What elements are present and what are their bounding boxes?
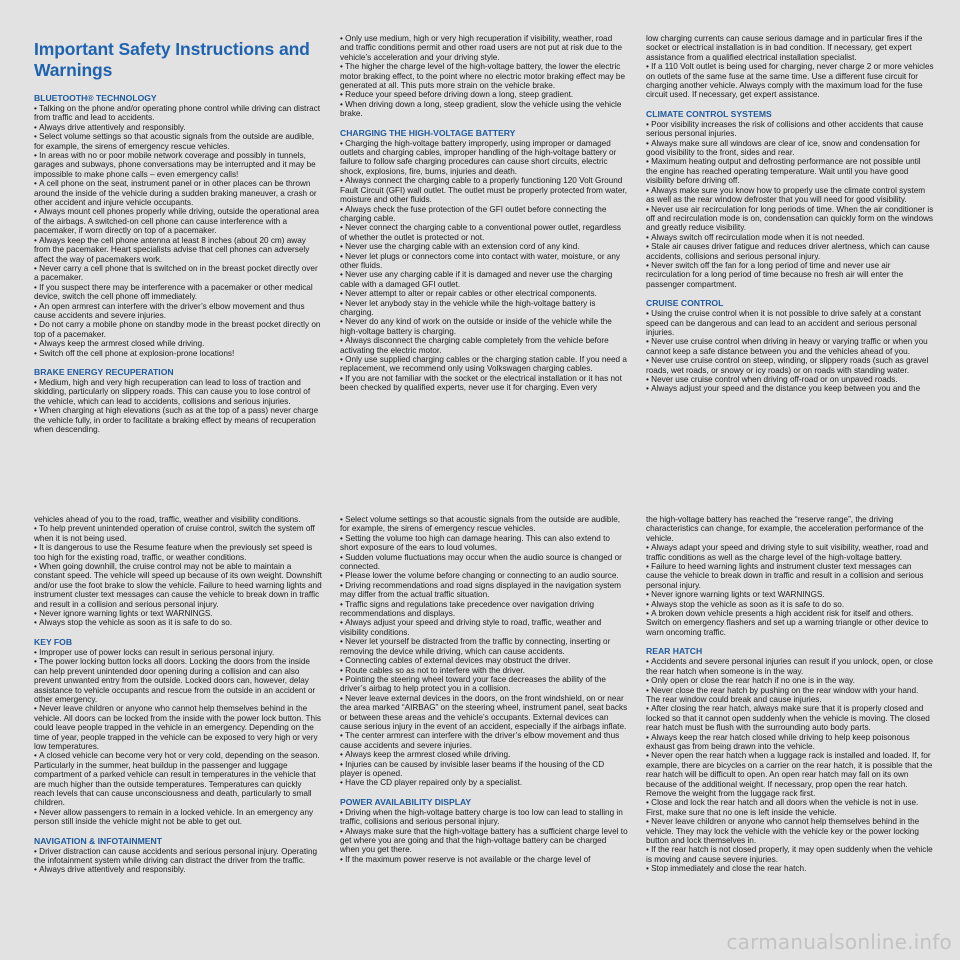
top-page bbox=[0, 34, 960, 464]
instruction-text: • Charging the high-voltage battery improperly, using improper or damaged outlets and charging cables, improper handling of the high-voltage battery or failure to follow safe charging procedures can cause short circuits, electric shock, explosions, fire, burns, injuries and death. bbox=[340, 139, 628, 177]
section bbox=[340, 128, 628, 393]
instruction-text: • Always adapt your speed and driving style to suit visibility, weather, road and traffic conditions as well as the charge level of the high-voltage battery. bbox=[646, 543, 934, 562]
instruction-text: • Using the cruise control when it is not possible to drive safely at a constant speed can be dangerous and can lead to an accident and serious personal injuries. bbox=[646, 309, 934, 337]
instruction-text: • Always switch off recirculation mode when it is not needed. bbox=[646, 233, 934, 242]
bottom-column-2 bbox=[340, 515, 628, 935]
instruction-text: • Please lower the volume before changing or connecting to an audio source. bbox=[340, 571, 628, 580]
instruction-text: • Always check the fuse protection of the GFI outlet before connecting the charging cable. bbox=[340, 205, 628, 224]
instruction-text: • An open armrest can interfere with the driver’s elbow movement and thus cause accidents and severe injuries. bbox=[34, 302, 322, 321]
section bbox=[340, 34, 628, 119]
instruction-text: • If the maximum power reserve is not available or the charge level of bbox=[340, 855, 628, 864]
instruction-text: • Route cables so as not to interfere with the driver. bbox=[340, 666, 628, 675]
instruction-text: • Medium, high and very high recuperation can lead to loss of traction and skidding, particularly on slippery roads. This can cause you to lose control of the vehicle, which can lead to accidents, collisions and serious injuries. bbox=[34, 378, 322, 406]
section-title: BRAKE ENERGY RECUPERATION bbox=[34, 366, 174, 377]
instruction-text: • Never use cruise control when driving in heavy or varying traffic or when you cannot keep a safe distance between you and the vehicles ahead of you. bbox=[646, 337, 934, 356]
instruction-text: • Never close the rear hatch by pushing on the rear window with your hand. The rear window could break and cause injuries. bbox=[646, 686, 934, 705]
instruction-text: • A closed vehicle can become very hot or very cold, depending on the season. Particularly in the summer, heat buildup in the passenger and luggage compartment of a parked vehicle can result in temperatures in the vehicle that are much higher than the outside temperatures. Temperatures can quickly reach levels that can cause unconsciousness and death, particularly to small children. bbox=[34, 751, 322, 807]
instruction-text: • Always make sure that the high-voltage battery has a sufficient charge level to get where you are going and that the high-voltage battery can be charged when you get there. bbox=[340, 827, 628, 855]
instruction-text: • Never open the rear hatch when a luggage rack is installed and loaded. If, for example, there are bicycles on a carrier on the rear hatch, it is possible that the rear hatch will be difficult to open. An open rear hatch may fall on its own because of the additional weight. If necessary, prop open the rear hatch. Remove the weight from the luggage rack first. bbox=[646, 751, 934, 798]
instruction-text: • Only use medium, high or very high recuperation if visibility, weather, road and traffic conditions permit and other road users are not put at risk due to the vehicle’s acceleration and your driving style. bbox=[340, 34, 628, 62]
instruction-text: • A cell phone on the seat, instrument panel or in other places can be thrown around the inside of the vehicle during a sudden braking maneuver, a crash or other accident and injure vehicle occupants. bbox=[34, 179, 322, 207]
instruction-text: • Driving when the high-voltage battery charge is too low can lead to stalling in traffic, collisions and serious personal injury. bbox=[340, 808, 628, 827]
instruction-text: • Never use any charging cable if it is damaged and never use the charging cable with a damaged GFI outlet. bbox=[340, 270, 628, 289]
instruction-text: low charging currents can cause serious damage and in particular fires if the socket or electrical installation is in bad condition. If necessary, get expert assistance from a qualified electrical installation specialist. bbox=[646, 34, 923, 62]
instruction-text: • Always drive attentively and responsibly. bbox=[34, 123, 322, 132]
bottom-column-1 bbox=[34, 515, 322, 935]
instruction-text: • Always keep the armrest closed while driving. bbox=[340, 750, 628, 759]
instruction-text: • Switch off the cell phone at explosion-prone locations! bbox=[34, 349, 322, 358]
section-title: KEY FOB bbox=[34, 636, 73, 647]
section bbox=[646, 646, 934, 873]
instruction-text: • When driving down a long, steep gradient, slow the vehicle using the vehicle brake. bbox=[340, 100, 628, 119]
instruction-text: • Failure to heed warning lights and instrument cluster text messages can cause the vehicle to break down in traffic and result in a collision and serious personal injury. bbox=[646, 562, 934, 590]
instruction-text: • Always stop the vehicle as soon as it is safe to do so. bbox=[34, 618, 322, 627]
section bbox=[646, 298, 934, 394]
instruction-text: • Never use cruise control on steep, winding, or slippery roads (such as gravel roads, wet roads, or snowy or icy roads) or on roads with standing water. bbox=[646, 356, 934, 375]
instruction-text: • Never use cruise control when driving off-road or on unpaved roads. bbox=[646, 375, 934, 384]
section bbox=[34, 637, 322, 827]
instruction-text: • When going downhill, the cruise control may not be able to maintain a constant speed. The vehicle will speed up because of its own weight. Downshift and/or use the foot brake to slow the vehicle. Failure to heed warning lights and instrument cluster text messages can cause the vehicle to break down in traffic and result in a collision and serious personal injury. bbox=[34, 562, 322, 609]
instruction-text: • Always disconnect the charging cable completely from the vehicle before activating the electric motor. bbox=[340, 336, 628, 355]
instruction-text: • Never switch off the fan for a long period of time and never use air recirculation for a long period of time because no fresh air will enter the passenger compartment. bbox=[646, 261, 934, 289]
section-title: REAR HATCH bbox=[646, 646, 703, 657]
instruction-text: • Connecting cables of external devices may obstruct the driver. bbox=[340, 656, 628, 665]
instruction-text: • Always keep the armrest closed while driving. bbox=[34, 339, 322, 348]
instruction-text: • Never carry a cell phone that is switched on in the breast pocket directly over a pacemaker. bbox=[34, 264, 322, 283]
instruction-text: • Talking on the phone and/or operating phone control while driving can distract from traffic and lead to accidents. bbox=[34, 104, 322, 123]
instruction-text: • Sudden volume fluctuations may occur when the audio source is changed or connected. bbox=[340, 553, 628, 572]
instruction-text: • Always make sure all windows are clear of ice, snow and condensation for good visibility to the front, sides and rear. bbox=[646, 139, 934, 158]
instruction-text: • Never let yourself be distracted from the traffic by connecting, inserting or removing the device while driving, which can cause accidents. bbox=[340, 637, 628, 656]
instruction-text: • Maximum heating output and defrosting performance are not possible until the engine has reached operating temperature. Wait until you have good visibility before driving off. bbox=[646, 157, 934, 185]
section bbox=[34, 93, 322, 358]
instruction-text: • Always adjust your speed and the distance you keep between you and the bbox=[646, 384, 934, 393]
instruction-text: • Injuries can be caused by invisible laser beams if the housing of the CD player is opened. bbox=[340, 760, 628, 779]
instruction-text: • The center armrest can interfere with the driver’s elbow movement and thus cause accidents and severe injuries. bbox=[340, 731, 628, 750]
instruction-text: • Never ignore warning lights or text WARNINGS. bbox=[34, 609, 322, 618]
section bbox=[34, 367, 322, 434]
instruction-text: • Do not carry a mobile phone on standby mode in the breast pocket directly on top of a pacemaker. bbox=[34, 320, 322, 339]
instruction-text: • Never let plugs or connectors come into contact with water, moisture, or any other fluids. bbox=[340, 252, 628, 271]
instruction-text: • Never do any kind of work on the outside or inside of the vehicle while the high-voltage battery is charging. bbox=[340, 317, 628, 336]
instruction-text: • Improper use of power locks can result in serious personal injury. bbox=[34, 648, 322, 657]
page-title: Important Safety Instructions and Warnings bbox=[34, 39, 310, 80]
section bbox=[34, 515, 322, 628]
section-title: NAVIGATION & INFOTAINMENT bbox=[34, 835, 162, 846]
instruction-text: • Never leave children or anyone who cannot help themselves behind in the vehicle. They may lock the vehicle with the vehicle key or the power locking button and lock themselves in. bbox=[646, 817, 934, 845]
section bbox=[34, 836, 322, 875]
instruction-text: • Close and lock the rear hatch and all doors when the vehicle is not in use. First, make sure that no one is left inside the vehicle. bbox=[646, 798, 934, 817]
section bbox=[340, 797, 628, 864]
section bbox=[646, 515, 934, 637]
instruction-text: • Always drive attentively and responsibly. bbox=[34, 865, 322, 874]
instruction-text: • Poor visibility increases the risk of collisions and other accidents that cause serious personal injuries. bbox=[646, 120, 934, 139]
instruction-text: • Pointing the steering wheel toward your face decreases the ability of the driver’s airbag to help protect you in a collision. bbox=[340, 675, 628, 694]
instruction-text: • Always stop the vehicle as soon as it is safe to do so. bbox=[646, 600, 934, 609]
instruction-text: • Never allow passengers to remain in a locked vehicle. In an emergency any person still inside the vehicle might not be able to get out. bbox=[34, 808, 322, 827]
instruction-text: • If the rear hatch is not closed properly, it may open suddenly when the vehicle is moving and cause severe injuries. bbox=[646, 845, 934, 864]
instruction-text: • Driver distraction can cause accidents and serious personal injury. Operating the infotainment system while driving can distract the driver from the traffic. bbox=[34, 847, 322, 866]
top-column-1 bbox=[34, 34, 322, 464]
instruction-text: • Never let anybody stay in the vehicle while the high-voltage battery is charging. bbox=[340, 299, 628, 318]
instruction-text: • Always mount cell phones properly while driving, outside the operational area of the airbags. A switched-on cell phone can cause interference with a pacemaker, if worn directly on top of a pacemaker. bbox=[34, 207, 322, 235]
instruction-text: • To help prevent unintended operation of cruise control, switch the system off when it is not being used. bbox=[34, 524, 322, 543]
instruction-text: • After closing the rear hatch, always make sure that it is properly closed and locked so that it cannot open suddenly when the vehicle is moving. The closed rear hatch must be flush with the surrounding auto body parts. bbox=[646, 704, 934, 732]
instruction-text: • A broken down vehicle presents a high accident risk for itself and others. Switch on emergency flashers and set up a warning triangle or other device to warn oncoming traffic. bbox=[646, 609, 934, 637]
instruction-text: • Never attempt to alter or repair cables or other electrical components. bbox=[340, 289, 628, 298]
instruction-text: • Driving recommendations and road signs displayed in the navigation system may differ from the actual traffic situation. bbox=[340, 581, 628, 600]
instruction-text: • Always adjust your speed and driving style to road, traffic, weather and visibility conditions. bbox=[340, 618, 628, 637]
instruction-text: • Always make sure you know how to properly use the climate control system as well as the rear window defroster that you will need for good visibility. bbox=[646, 186, 934, 205]
instruction-text: • Never leave children or anyone who cannot help themselves behind in the vehicle. All doors can be locked from the inside with the power lock button. This could leave people trapped in the vehicle in an emergency. Depending on the time of year, people trapped in the vehicle can be exposed to very high or very low temperatures. bbox=[34, 704, 322, 751]
watermark: carmanualsonline.info bbox=[726, 930, 952, 954]
instruction-text: • If a 110 Volt outlet is being used for charging, never charge 2 or more vehicles on outlets of the same fuse at the same time. Use a different fuse circuit for charging another vehicle. Always comply with the maximum load for the fuse circuit used. If necessary, get expert assistance. bbox=[646, 62, 934, 100]
instruction-text: • Always keep the cell phone antenna at least 8 inches (about 20 cm) away from the pacemaker. Heart specialists advise that cell phones can adversely affect the way of pacemakers work. bbox=[34, 236, 322, 264]
section-title: POWER AVAILABILITY DISPLAY bbox=[340, 796, 472, 807]
section-title: CRUISE CONTROL bbox=[646, 298, 724, 309]
top-column-3 bbox=[646, 34, 934, 464]
instruction-text: • Only open or close the rear hatch if no one is in the way. bbox=[646, 676, 934, 685]
instruction-text: • The higher the charge level of the high-voltage battery, the lower the electric motor braking effect, to the point where no electric motor braking effect may be generated at all. This puts more strain on the vehicle brake. bbox=[340, 62, 628, 90]
instruction-text: • Have the CD player repaired only by a specialist. bbox=[340, 778, 628, 787]
instruction-text: • In areas with no or poor mobile network coverage and possibly in tunnels, garages and subways, phone conversations may be interrupted and it may be impossible to make phone calls – even emergency calls! bbox=[34, 151, 322, 179]
instruction-text: • If you are not familiar with the socket or the electrical installation or it has not been checked by qualified experts, never use it for charging. Even very bbox=[340, 374, 628, 393]
instruction-text: • Stale air causes driver fatigue and reduces driver alertness, which can cause accidents, collisions and serious personal injury. bbox=[646, 242, 934, 261]
instruction-text: • Setting the volume too high can damage hearing. This can also extend to short exposure of the ears to loud volumes. bbox=[340, 534, 628, 553]
instruction-text: vehicles ahead of you to the road, traffic, weather and visibility conditions. bbox=[34, 515, 301, 524]
instruction-text: • Never use air recirculation for long periods of time. When the air conditioner is off and recirculation mode is on, condensation can quickly form on the windows and greatly reduce visibility. bbox=[646, 205, 934, 233]
instruction-text: • Always connect the charging cable to a properly functioning 120 Volt Ground Fault Circuit (GFI) wall outlet. The outlet must be properly protected from water, moisture and other fluids. bbox=[340, 176, 628, 204]
instruction-text: • Select volume settings so that acoustic signals from the outside are audible, for example, the sirens of emergency rescue vehicles. bbox=[34, 132, 322, 151]
instruction-text: • Always keep the rear hatch closed while driving to help keep poisonous exhaust gas from being drawn into the vehicle. bbox=[646, 733, 934, 752]
instruction-text: • If you suspect there may be interference with a pacemaker or other medical device, switch the cell phone off immediately. bbox=[34, 283, 322, 302]
section-title: BLUETOOTH® TECHNOLOGY bbox=[34, 93, 157, 103]
instruction-text: • When charging at high elevations (such as at the top of a pass) never charge the vehicle fully, in order to facilitate a braking effect by means of recuperation when descending. bbox=[34, 406, 322, 434]
instruction-text: • Reduce your speed before driving down a long, steep gradient. bbox=[340, 90, 628, 99]
section bbox=[646, 109, 934, 289]
instruction-text: • Accidents and severe personal injuries can result if you unlock, open, or close the rear hatch when someone is in the way. bbox=[646, 657, 934, 676]
instruction-text: • Never use the charging cable with an extension cord of any kind. bbox=[340, 242, 628, 251]
section bbox=[646, 34, 934, 100]
instruction-text: the high-voltage battery has reached the “reserve range”, the driving characteristics can change, for example, the acceleration performance of the vehicle. bbox=[646, 515, 924, 543]
section-title: CLIMATE CONTROL SYSTEMS bbox=[646, 108, 772, 119]
instruction-text: • Stop immediately and close the rear hatch. bbox=[646, 864, 934, 873]
instruction-text: • Select volume settings so that acoustic signals from the outside are audible, for example, the sirens of emergency rescue vehicles. bbox=[340, 515, 628, 534]
instruction-text: • Traffic signs and regulations take precedence over navigation driving recommendations and displays. bbox=[340, 600, 628, 619]
bottom-page bbox=[0, 515, 960, 935]
top-column-2 bbox=[340, 34, 628, 464]
section bbox=[340, 515, 628, 788]
instruction-text: • Never connect the charging cable to a conventional power outlet, regardless of whether the outlet is protected or not. bbox=[340, 223, 628, 242]
bottom-column-3 bbox=[646, 515, 934, 935]
section-title: CHARGING THE HIGH-VOLTAGE BATTERY bbox=[340, 127, 516, 138]
instruction-text: • Never ignore warning lights or text WARNINGS. bbox=[646, 590, 934, 599]
instruction-text: • It is dangerous to use the Resume feature when the previously set speed is too high for the existing road, traffic, or weather conditions. bbox=[34, 543, 322, 562]
instruction-text: • Only use supplied charging cables or the charging station cable. If you need a replacement, we recommend only using Volkswagen charging cables. bbox=[340, 355, 628, 374]
instruction-text: • Never leave external devices in the doors, on the front windshield, on or near the area marked “AIRBAG” on the steering wheel, instrument panel, seat backs or between these areas and the vehicle’s occupants. External devices can cause serious injury in the event of an accident, especially if the airbags inflate. bbox=[340, 694, 628, 732]
instruction-text: • The power locking button locks all doors. Locking the doors from the inside can help prevent unintended door opening during a collision and can also prevent unwanted entry from the outside. Locked doors can, however, delay assistance to vehicle occupants and rescue from the outside in an accident or other emergency. bbox=[34, 657, 322, 704]
